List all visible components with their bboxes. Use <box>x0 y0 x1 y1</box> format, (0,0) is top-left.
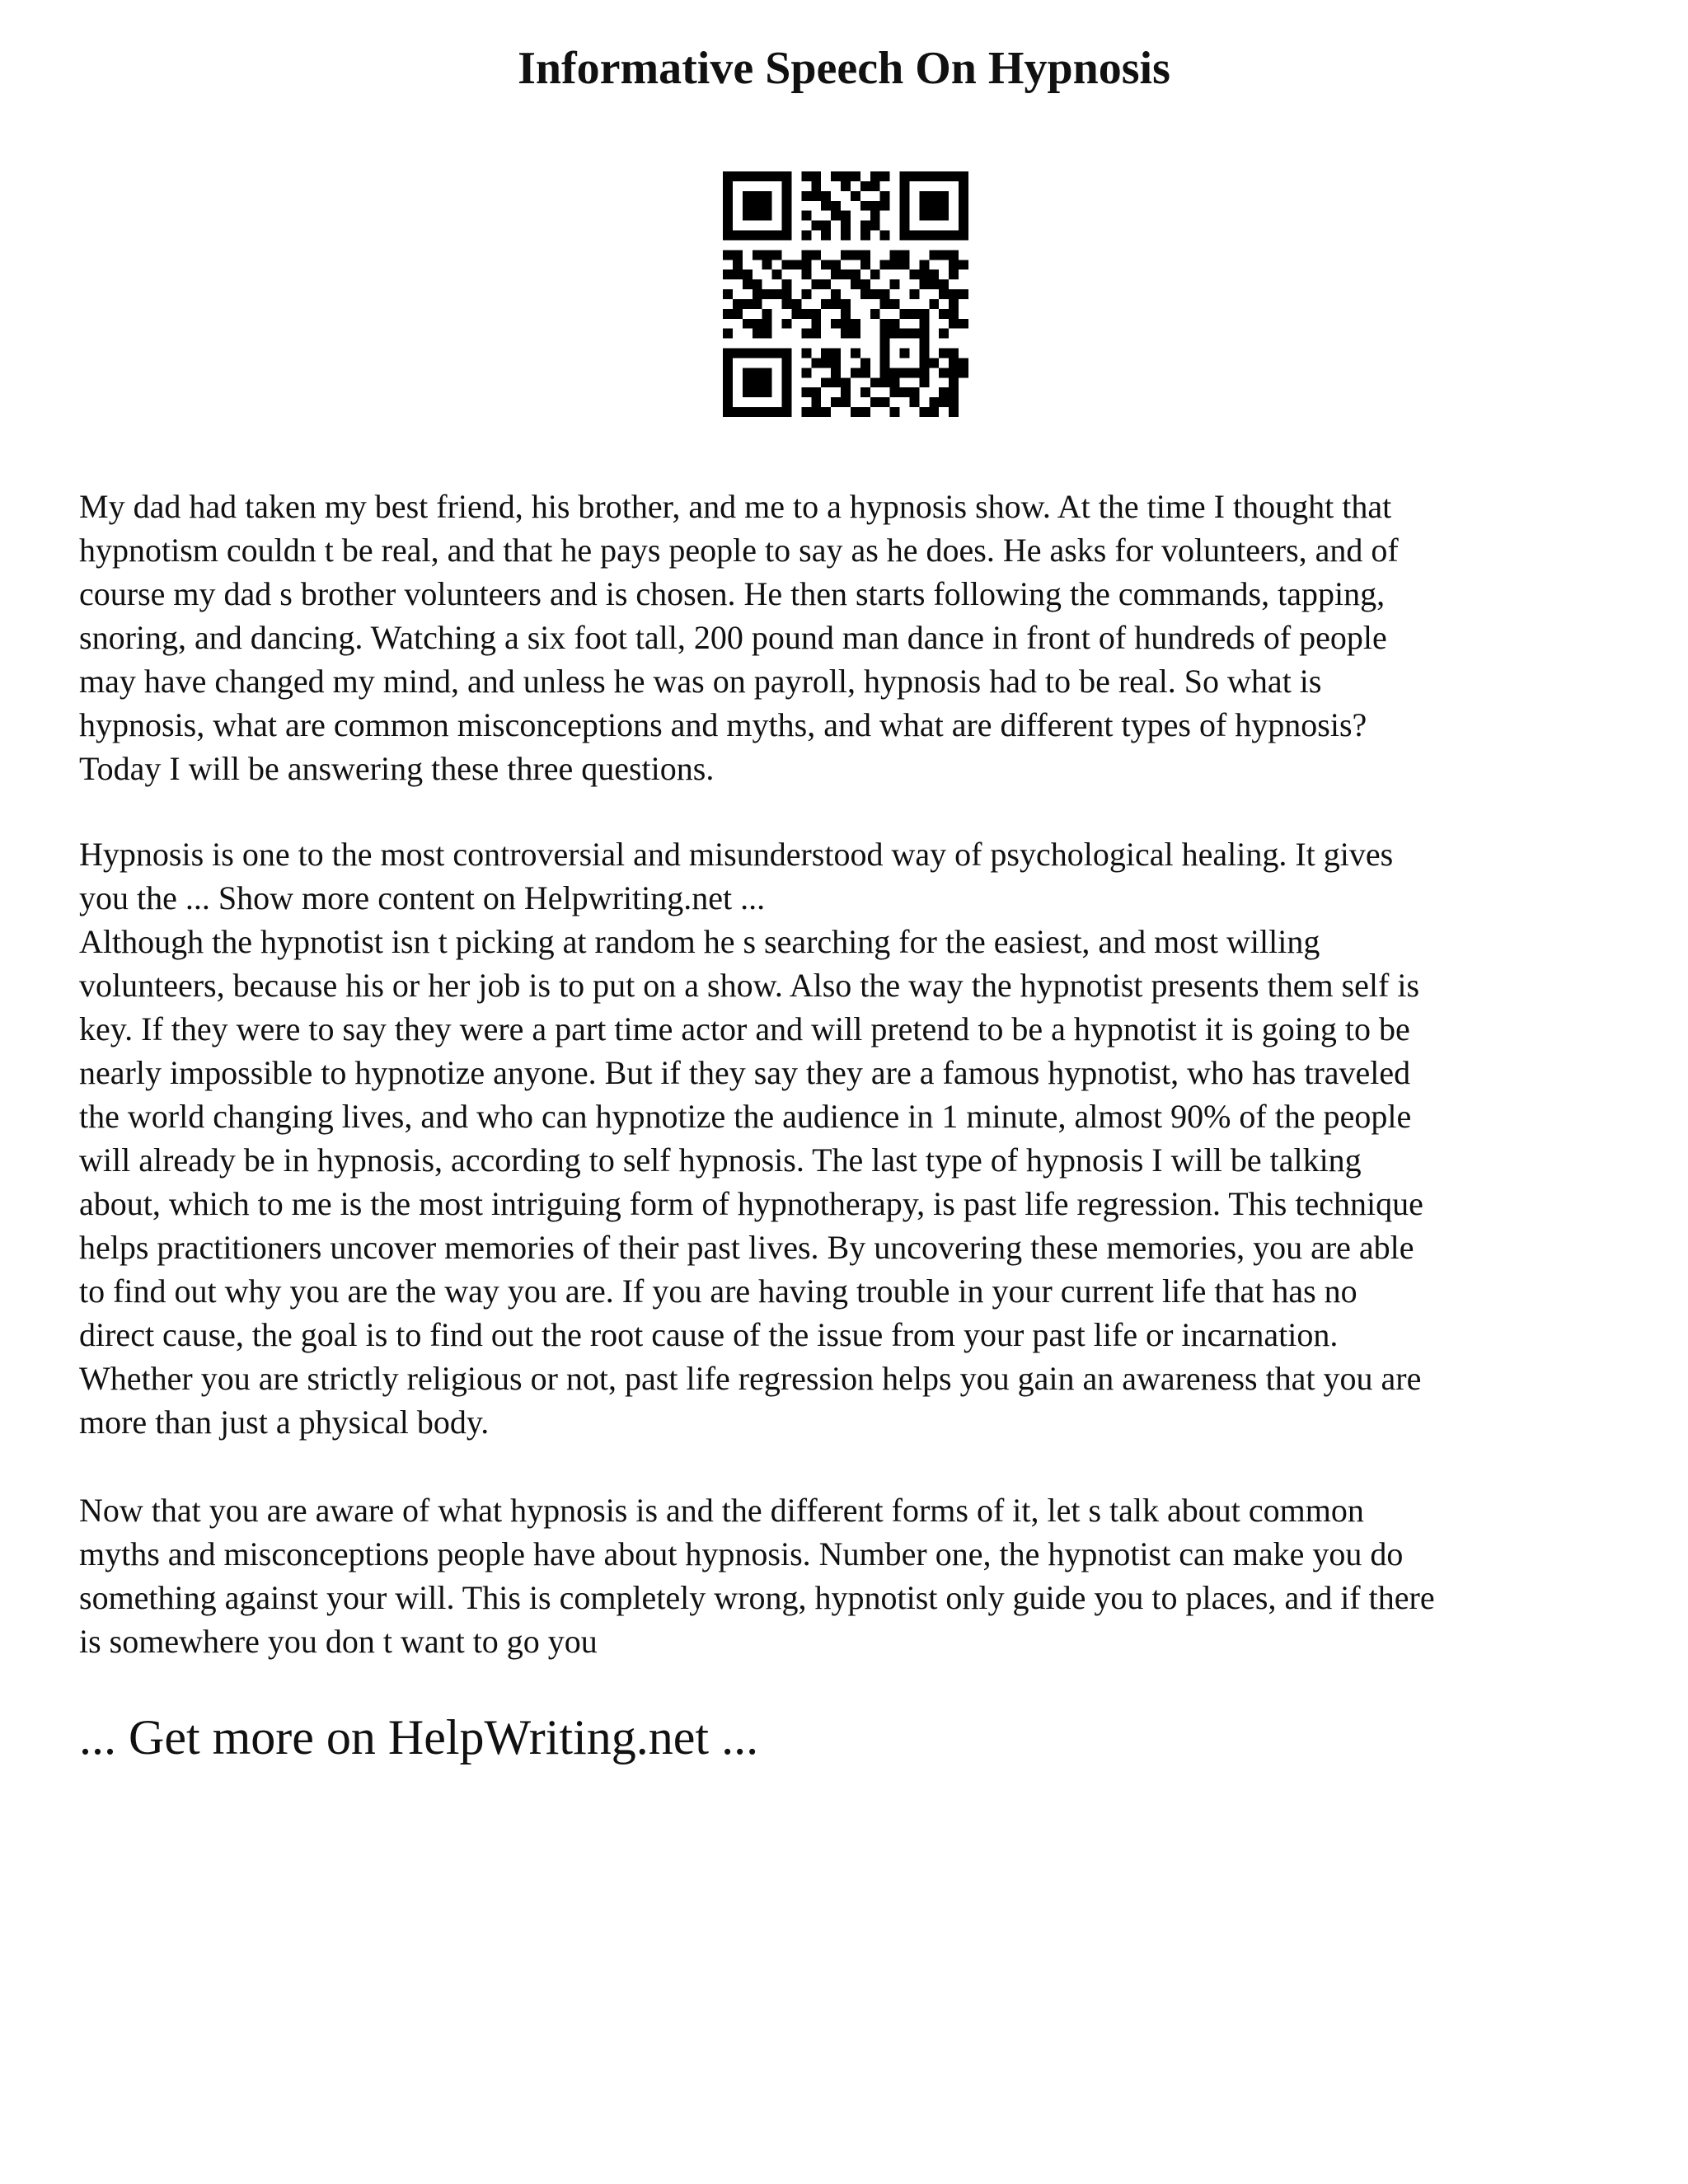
paragraph-types: Hypnosis is one to the most controversial and misunderstood way of psychological healing. It gives you the ... Show more content on Helpwriting.net ... Although the hypnotist isn t picking at random he s searching for the easiest, and most willing volunteers, because his or her job is to put on a show. Also the way the hypnotist presents them self is key. If they were to say they were a part time actor and will pretend to be a hypnotist it is going to be nearly impossible to hypnotize anyone. But if they say they are a famous hypnotist, who has traveled the world changing lives, and who can hypnotize the audience in 1 minute, almost 90% of the people will already be in hypnosis, according to self hypnosis. The last type of hypnosis I will be talking about, which to me is the most intriguing form of hypnotherapy, is past life regression. This technique helps practitioners uncover memories of their past lives. By uncovering these memories, you are able to find out why you are the way you are. If you are having trouble in your current life that has no direct cause, the goal is to find out the root cause of the issue from your past life or incarnation. Whether you are strictly religious or not, past life regression helps you gain an awareness that you are more than just a physical body. <box>79 836 1423 1441</box>
get-more-link[interactable]: ... Get more on HelpWriting.net ... <box>79 1710 759 1765</box>
paragraph-myths: Now that you are aware of what hypnosis is and the different forms of it, let s talk about common myths and misconceptions people have about hypnosis. Number one, the hypnotist can make you do something against your will. This is completely wrong, hypnotist only guide you to places, and if there is somewhere you don t want to go you <box>79 1492 1435 1660</box>
paragraph-intro: My dad had taken my best friend, his brother, and me to a hypnosis show. At the time I thought that hypnotism couldn t be real, and that he pays people to say as he does. He asks for volunteers, and of course my dad s brother volunteers and is chosen. He then starts following the commands, tapping, snoring, and dancing. Watching a six foot tall, 200 pound man dance in front of hundreds of people may have changed my mind, and unless he was on payroll, hypnosis had to be real. So what is hypnosis, what are common misconceptions and myths, and what are different types of hypnosis? Today I will be answering these three questions. <box>79 488 1399 787</box>
qr-code-icon <box>723 171 968 417</box>
document-title: Informative Speech On Hypnosis <box>518 43 1170 94</box>
